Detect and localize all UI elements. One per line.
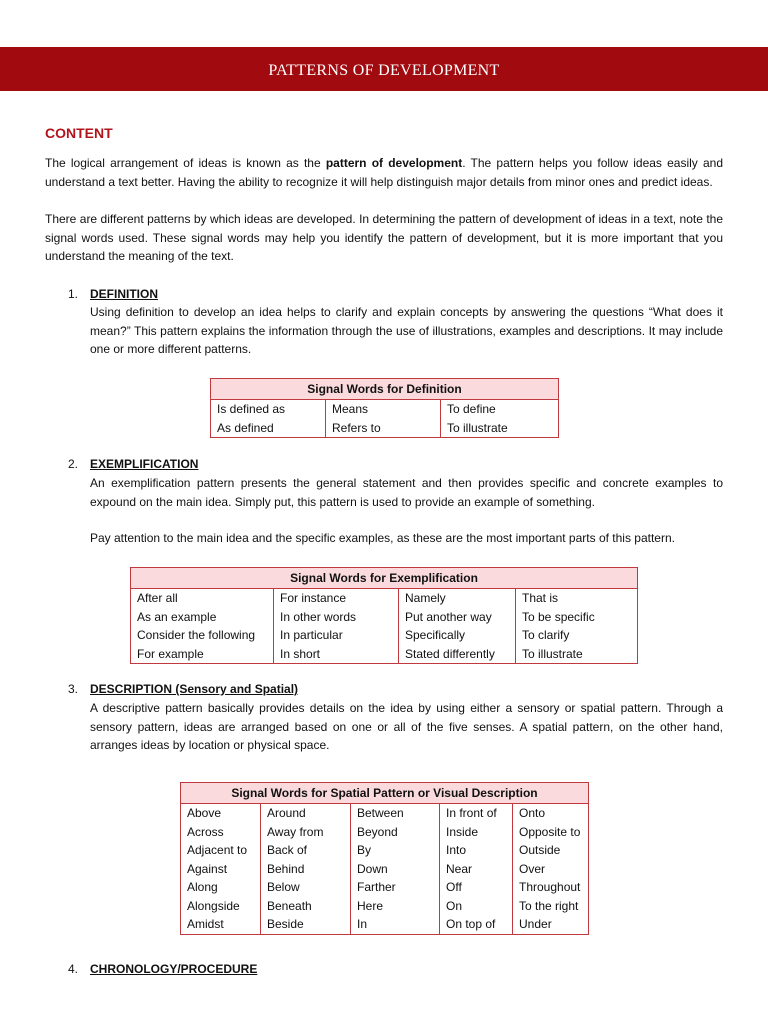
table-cell: To clarify xyxy=(516,626,638,645)
table-cell: For instance xyxy=(274,589,399,608)
table-cell: As an example xyxy=(131,608,274,627)
section-title-definition: DEFINITION xyxy=(90,287,158,301)
table-cell: Throughout xyxy=(513,878,589,897)
intro-text-start: The logical arrangement of ideas is known as the xyxy=(45,156,326,170)
section-body-description: A descriptive pattern basically provides details on the idea by using either a sensory or spatial pattern. Through a sensory pattern, ideas are arranged based on one or all of the five senses. A spatial pattern, on the other hand, arranges ideas by location or physical space. xyxy=(90,701,723,752)
table-header: Signal Words for Definition xyxy=(211,379,559,400)
table-cell: Namely xyxy=(399,589,516,608)
table-cell: Below xyxy=(261,878,351,897)
section-body-exemplification: An exemplification pattern presents the general statement and then provides specific and concrete examples to expound on the main idea. Simply put, this pattern is used to provide an example of something. xyxy=(90,476,723,509)
table-cell: Beneath xyxy=(261,897,351,916)
table-cell: For example xyxy=(131,645,274,664)
table-header: Signal Words for Exemplification xyxy=(131,568,638,589)
table-cell: Consider the following xyxy=(131,626,274,645)
table-cell: To illustrate xyxy=(441,419,559,438)
table-cell: Stated differently xyxy=(399,645,516,664)
table-cell: Is defined as xyxy=(211,400,326,419)
page-header-band xyxy=(0,47,768,91)
table-cell: In other words xyxy=(274,608,399,627)
table-cell: Opposite to xyxy=(513,823,589,842)
table-cell: Back of xyxy=(261,841,351,860)
table-header: Signal Words for Spatial Pattern or Visual Description xyxy=(181,783,589,804)
table-cell: Inside xyxy=(440,823,513,842)
table-cell: Means xyxy=(326,400,441,419)
table-definition xyxy=(210,378,559,438)
intro-paragraph-2: There are different patterns by which ideas are developed. In determining the pattern of development of ideas in a text, note the signal words used. These signal words may help you identify the pattern of development, but it is more important that you understand the meaning of the text. xyxy=(45,212,723,263)
section-body-exemplification-2: Pay attention to the main idea and the specific examples, as these are the most important parts of this pattern. xyxy=(90,531,675,545)
table-cell: Onto xyxy=(513,804,589,823)
table-exemplification xyxy=(130,567,638,664)
table-cell: Along xyxy=(181,878,261,897)
table-cell: After all xyxy=(131,589,274,608)
table-cell: Near xyxy=(440,860,513,879)
section-title-description: DESCRIPTION (Sensory and Spatial) xyxy=(90,682,299,696)
table-cell: On top of xyxy=(440,915,513,934)
table-cell: Adjacent to xyxy=(181,841,261,860)
section-number-1: 1. xyxy=(68,287,79,301)
table-cell: Put another way xyxy=(399,608,516,627)
section-number-3: 3. xyxy=(68,682,79,696)
table-cell: As defined xyxy=(211,419,326,438)
table-cell: Here xyxy=(351,897,440,916)
table-cell: Across xyxy=(181,823,261,842)
table-spatial xyxy=(180,782,589,935)
table-cell: To be specific xyxy=(516,608,638,627)
table-cell: Amidst xyxy=(181,915,261,934)
table-cell: Refers to xyxy=(326,419,441,438)
table-cell: In particular xyxy=(274,626,399,645)
table-cell: Against xyxy=(181,860,261,879)
section-title-exemplification: EXEMPLIFICATION xyxy=(90,457,199,471)
table-cell: Alongside xyxy=(181,897,261,916)
table-cell: Above xyxy=(181,804,261,823)
table-cell: Into xyxy=(440,841,513,860)
table-cell: To illustrate xyxy=(516,645,638,664)
table-cell: To define xyxy=(441,400,559,419)
section-body-definition: Using definition to develop an idea helps to clarify and explain concepts by answering the questions “What does it mean?” This pattern explains the information through the use of illustrations, examples and descriptions. It may include one or more different patterns. xyxy=(90,305,723,356)
table-cell: Over xyxy=(513,860,589,879)
table-cell: Beside xyxy=(261,915,351,934)
table-cell: Between xyxy=(351,804,440,823)
intro-paragraph-1 xyxy=(45,154,723,191)
table-cell: Off xyxy=(440,878,513,897)
table-cell: On xyxy=(440,897,513,916)
table-cell: Behind xyxy=(261,860,351,879)
table-cell: That is xyxy=(516,589,638,608)
section-number-4: 4. xyxy=(68,962,79,976)
intro-text-end: . The pattern helps you follow ideas easily and understand a text better. Having the ability to recognize it will help distinguish major details from minor ones and predict ideas. xyxy=(45,156,723,189)
intro-bold-term: pattern of development xyxy=(325,156,463,170)
table-cell: Around xyxy=(261,804,351,823)
table-cell: Specifically xyxy=(399,626,516,645)
table-cell: In short xyxy=(274,645,399,664)
table-cell: By xyxy=(351,841,440,860)
table-cell: Farther xyxy=(351,878,440,897)
table-cell: Away from xyxy=(261,823,351,842)
section-number-2: 2. xyxy=(68,457,79,471)
table-cell: In front of xyxy=(440,804,513,823)
table-cell: Outside xyxy=(513,841,589,860)
table-cell: Down xyxy=(351,860,440,879)
table-cell: In xyxy=(351,915,440,934)
table-cell: Beyond xyxy=(351,823,440,842)
page-title: PATTERNS OF DEVELOPMENT xyxy=(268,62,500,79)
table-cell: Under xyxy=(513,915,589,934)
section-title-chronology: CHRONOLOGY/PROCEDURE xyxy=(90,962,258,976)
table-cell: To the right xyxy=(513,897,589,916)
content-heading: CONTENT xyxy=(45,125,113,141)
